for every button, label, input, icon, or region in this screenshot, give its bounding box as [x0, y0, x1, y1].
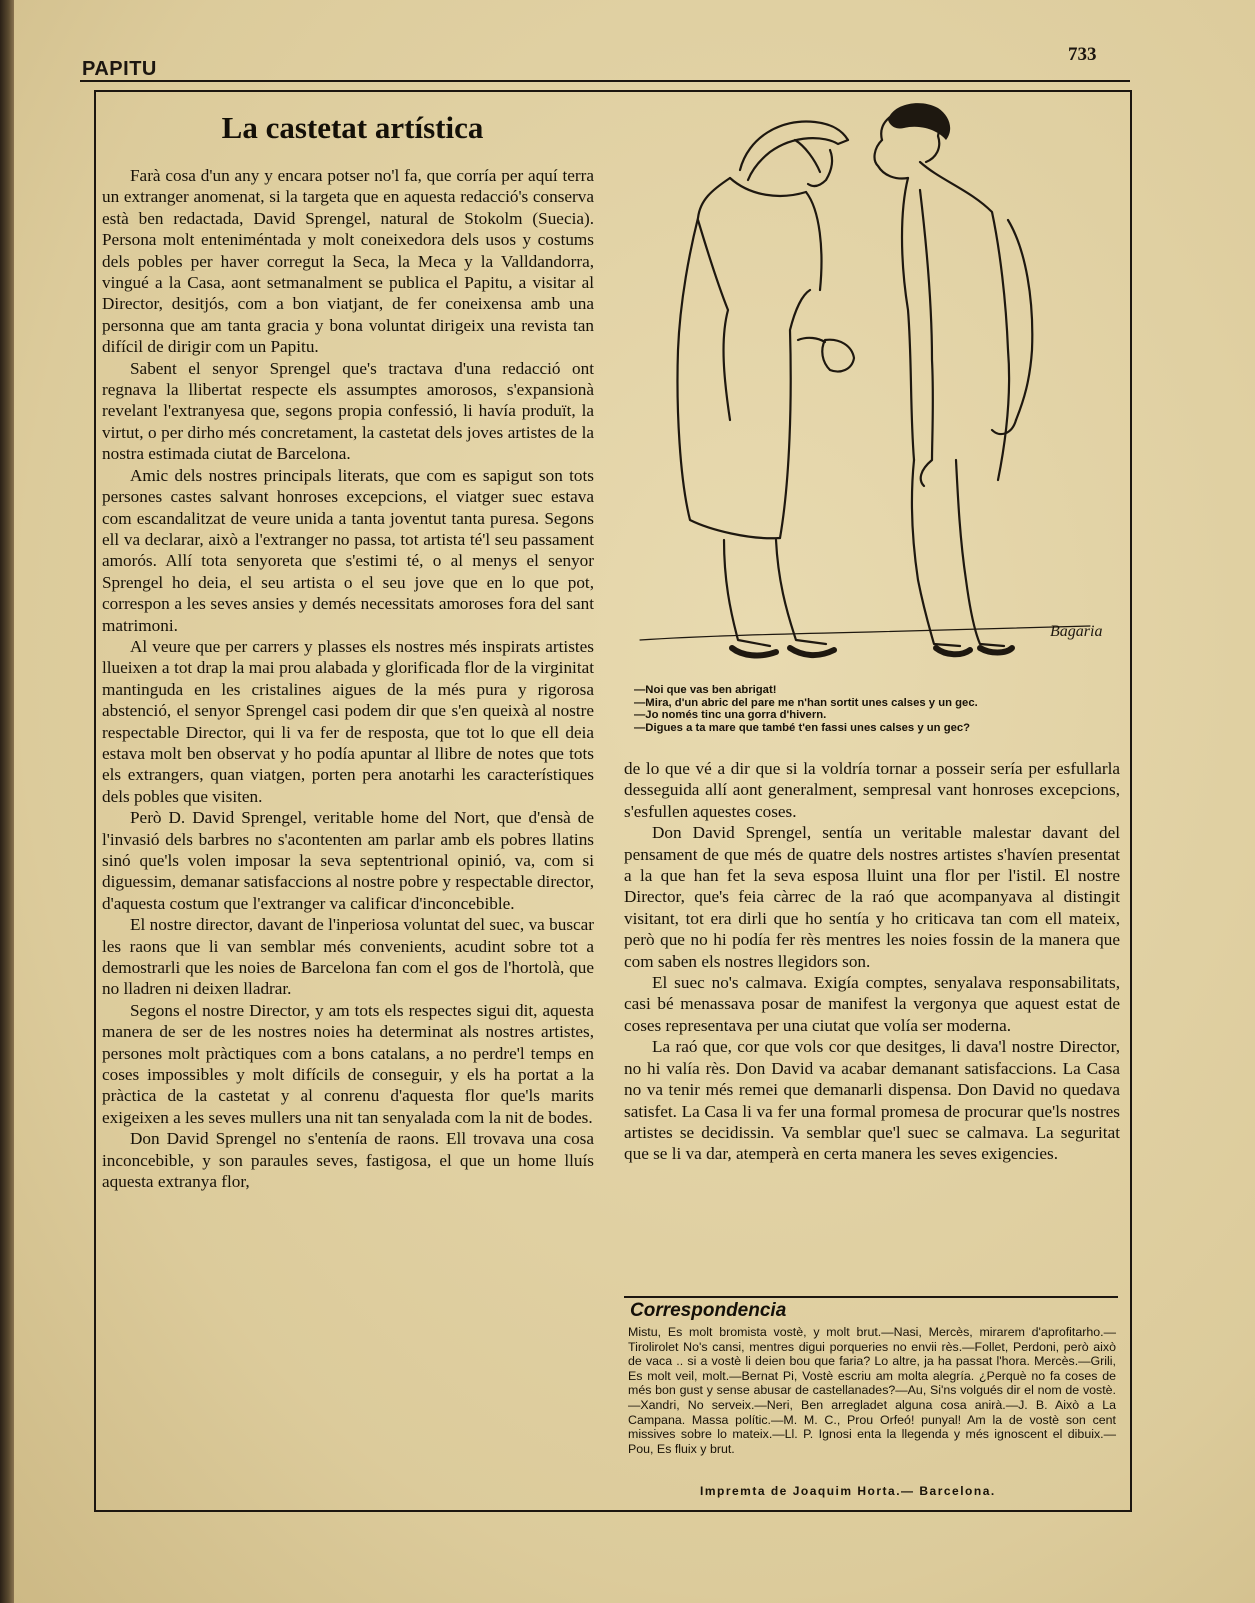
caption-line: —Jo només tinc una gorra d'hivern.	[634, 709, 827, 722]
header-rule	[80, 80, 1130, 82]
paragraph: Don David Sprengel, sentía un veritable malestar davant del pensament de que més de quatre dels nostres artistes s'havíen presentat a la que han fet la seva esposa lluint una flor per l'istil. El nostre Director, que's feia càrrec de la raó que acompanyava al distingit visitant, tot era dirli que ho sentía y ho criticava tan com ell mateix, però que no hi podía fer rès mentres les noies fossin de la manera que com saben els nostres llegidors son.	[624, 823, 1120, 971]
paragraph: La raó que, cor que vols cor que desitges, li dava'l nostre Director, no hi valía rès. Don David va acabar demanant satisfaccions. La Casa no va tenir més remei que demanarli dispensa. Don David no quedava satisfet. La Casa li va fer una formal promesa de procurar que'ls nostres artistes se decidissin. Va semblar que'l suec se calmava. La seguritat que se li va dar, atemperà en certa manera les seves exigencies.	[624, 1037, 1120, 1164]
caption-line: —Noi que vas ben abrigat!	[634, 684, 777, 696]
article-column-2	[624, 758, 1120, 1165]
illustration-caption	[634, 684, 1114, 734]
paragraph: El nostre director, davant de l'inperiosa voluntat del suec, va buscar les raons que li van semblar més convenients, acudint sobre tot a demostrarli que les noies de Barcelona fan com el gos de l'hortolà, que no lladren ni deixen lladrar.	[102, 915, 594, 999]
artist-signature: Bagaria	[1050, 623, 1103, 640]
publication-name: PAPITU	[82, 58, 157, 80]
correspondence-body: Mistu, Es molt bromista vostè, y molt brut.—Nasi, Mercès, mirarem d'aprofitarho.—Tirolirolet No's cansi, mentres digui porqueries no envii rès.—Follet, Perdoni, però això de vaca .. si a vostè li deien bou que faria? Lo altre, ja ha passat l'hora. Mercès.—Grili, Es molt veil, molt.—Bernat Pi, Vostè escriu am molta alegría. ¿Perquè no fa coses de més bon gust y sense abusar de castellanades?—Au, Si'ns volgués dir el nom de vostè.—Xandri, No serveix.—Neri, Ben arregladet alguna cosa anirà.—J. B. Això a La Campana. Massa polític.—M. M. C., Prou Orfeó! punyal! Am la de vostè son cent missives sobre lo mateix.—Ll. P. Ignosi enta la llegenda y més ignoscent el dibuix.—Pou, Es fluix y brut.	[628, 1325, 1116, 1456]
paragraph: Farà cosa d'un any y encara potser no'l fa, que corría per aquí terra un extranger anomenat, si la targeta que en aquesta redacció's conserva està ben redactada, David Sprengel, natural de Stokolm (Suecia). Persona molt enteniméntada y molt coneixedora dels usos y costums dels pobles per haver corregut la Seca, la Meca y la Valldandorra, vingué a la Casa, aont setmanalment se publica el Papitu, a visitar al Director, desitjós, com a bon viatjant, de fer coneixensa amb una personna que am tanta gracia y bona voluntat dirigeix una revista tan difícil de dirigir com un Papitu.	[102, 166, 594, 357]
paragraph: Al veure que per carrers y plasses els nostres més inspirats artistes llueixen a tot drap la mai prou alabada y glorificada flor de la virginitat mantinguda en les cristalines aigues de la més pura y rigorosa abstenció, el senyor Sprengel casi podem dir que s'en queixà al nostre respectable Director, qui li va fer de resposta, que tot lo que ell deia estava molt ben observat y ho podía apuntar al llibre de notes que tots els extrangers, quan viatgen, porten pera anotarhi les característiques dels pobles que visiten.	[102, 636, 594, 806]
cartoon-illustration	[620, 100, 1120, 668]
paragraph: Amic dels nostres principals literats, que com es sapigut son tots persones castes salvant honroses excepcions, el viatger suec estava com escandalitzat de veure unida a tanta joventut tanta puresa. Segons ell va declarar, això a l'extranger no passa, tot artista té'l seu passament amorós. Allí tota senyoreta que s'estimi té, o al menys el senyor Sprengel ho deia, el seu artista o el seu jove que en lo que pot, correspon a les seves ansies y demés necessitats amoroses fora del sant matrimoni.	[102, 465, 594, 635]
paragraph: El suec no's calmava. Exigía comptes, senyalava responsabilitats, casi bé menassava posar de manifest la vergonya que aquest estat de coses representava per una ciutat que volía ser moderna.	[624, 973, 1120, 1035]
caption-line: —Mira, d'un abric del pare me n'han sortit unes calses y un gec.	[634, 696, 978, 709]
printer-imprint: Impremta de Joaquim Horta.— Barcelona.	[700, 1484, 996, 1498]
caption-line: —Digues a ta mare que també t'en fassi unes calses y un gec?	[634, 721, 971, 734]
paragraph: Sabent el senyor Sprengel que's tractava d'una redacció ont regnava la llibertat respecte els assumptes amorosos, s'expansionà revelant l'extranyesa que, segons propia confessió, li havía produït, la virtut, o per dirho més concretament, la castetat dels joves artistes de la nostra estimada ciutat de Barcelona.	[102, 358, 594, 464]
article-column-1	[102, 165, 594, 1193]
correspondence-title: Correspondencia	[630, 1300, 787, 1321]
page-number: 733	[1068, 44, 1097, 65]
paragraph: de lo que vé a dir que si la voldría tornar a posseir sería per esfullarla desseguida allí aont generalment, sempresal vant honroses excepcions, s'esfullen aquestes coses.	[624, 759, 1120, 821]
page-gutter	[0, 0, 14, 1603]
paragraph: Don David Sprengel no s'entenía de raons. Ell trovava una cosa inconcebible, y son paraules seves, fastigosa, el que un home lluís aquesta extranya flor,	[102, 1129, 594, 1192]
article-title: La castetat artística	[221, 110, 484, 145]
paragraph: Però D. David Sprengel, veritable home del Nort, que d'ensà de l'invasió dels barbres no s'acontenten am parlar amb els pobres llatins sinó que'ls volen imposar la seva septentrional opinió, va, com si diguessim, demanar satisfaccions al nostre pobre y respectable director, d'aquesta costum que l'extranger va calificar d'inconcebible.	[102, 808, 594, 913]
correspondence-rule	[624, 1296, 1118, 1298]
paragraph: Segons el nostre Director, y am tots els respectes sigui dit, aquesta manera de ser de les nostres noies ha determinat als nostres artistes, persones molt pràctiques com a bons catalans, a no perdre'l temps en coses impossibles y molt difícils de conseguir, y els ha portat a la pràctica de la castetat y al conrenu d'aquesta flor que'ls marits exigeixen a les seves mullers una nit tan senyalada com la nit de bodes.	[102, 1000, 594, 1127]
